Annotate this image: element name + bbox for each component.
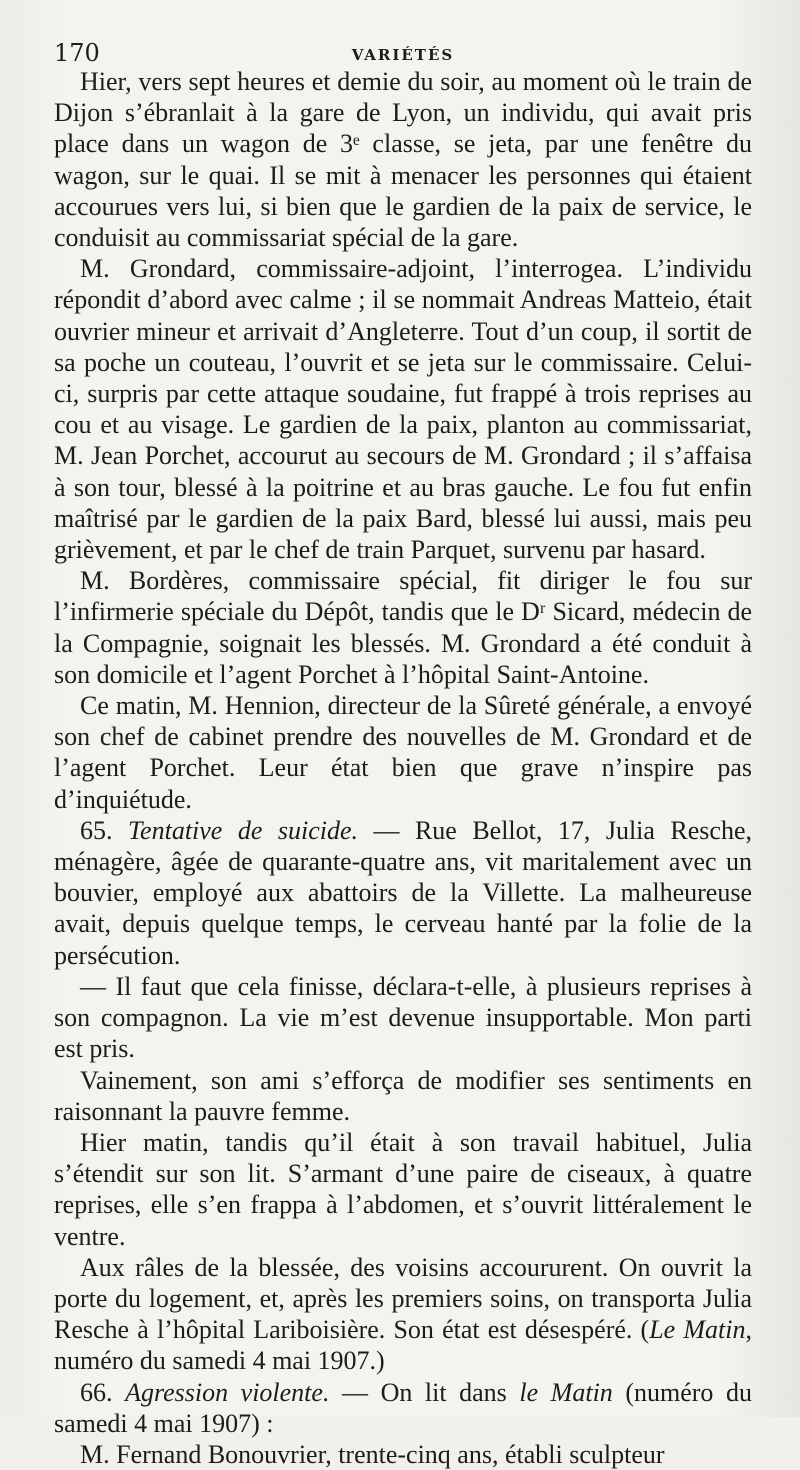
item-heading: Agression violente. (125, 1377, 330, 1407)
source-open: ( (632, 1315, 650, 1345)
item-65 (54, 815, 752, 971)
paragraph-text: M. Fernand Bonouvrier, trente-cinq ans, établi sculpteur (80, 1439, 665, 1469)
paragraph-4 (54, 690, 752, 815)
paragraph-text: — Rue Bellot, 17, Julia Resche, ménagère, âgée de quarante-quatre ans, vit maritalement avec un bouvier, employé aux abattoirs de la Villette. La malheureuse avait, depuis quelque temps, le cerveau hanté par la folie de la persécution. (54, 815, 752, 970)
paragraph-text: Hier matin, tandis qu’il était à son travail habituel, Julia s’étendit sur son lit. S’armant d’une paire de ciseaux, à quatre reprises, elle s’en frappa à l’abdomen, et s’ouvrit littéralement le ventre. (54, 1127, 752, 1251)
paragraph-7 (54, 1065, 752, 1127)
paragraph-text: Vainement, son ami s’efforça de modifier ses sentiments en raisonnant la pauvre femme. (54, 1065, 752, 1126)
paragraph-9 (54, 1252, 752, 1377)
item-number: 66. (80, 1377, 126, 1407)
source-title: Le Matin (649, 1315, 746, 1345)
inline-title: le Matin (519, 1377, 613, 1407)
body-text (54, 66, 752, 1470)
item-66 (54, 1377, 752, 1439)
paragraph-1 (54, 66, 752, 253)
running-title: VARIÉTÉS (351, 46, 455, 64)
paragraph-text: M. Grondard, commissaire-adjoint, l’interrogea. L’individu répondit d’abord avec calme ; il se nommait Andreas Matteio, était ouvrier mineur et arrivait d’Angleterre. Tout d’un coup, il sortit de sa poche un couteau, l’ouvrit et se jeta sur le commissaire. Celui-ci, surpris par cette attaque soudaine, fut frappé à trois reprises au cou et au visage. Le gardien de la paix, planton au commissariat, M. Jean Porchet, accourut au secours de M. Grondard ; il s’affaisa à son tour, blessé à la poitrine et au bras gauche. Le fou fut enfin maîtrisé par le gardien de la paix Bard, blessé lui aussi, mais peu grièvement, et par le chef de train Parquet, survenu par hasard. (54, 254, 752, 565)
page-number: 170 (54, 39, 100, 67)
paragraph-11 (54, 1439, 752, 1470)
source-rest: , numéro du samedi 4 mai 1907.) (54, 1315, 752, 1376)
paragraph-text: Aux râles de la blessée, des voisins accoururent. On ouvrit la porte du logement, et, après les premiers soins, on transporta Julia Resche à l’hôpital Lariboisière. Son état est désespéré. (54, 1252, 752, 1345)
paragraph-text: M. Bordères, commissaire spécial, fit diriger le fou sur l’infirmerie spéciale du Dépôt, tandis que le Dʳ Sicard, médecin de la Compagnie, soignait les blessés. M. Grondard a été conduit à son domicile et l’agent Porchet à l’hôpital Saint-Antoine. (54, 566, 752, 689)
paragraph-text-after: (numéro du samedi 4 mai 1907) : (54, 1377, 752, 1438)
paragraph-8 (54, 1127, 752, 1252)
paragraph-2 (54, 253, 752, 565)
paragraph-3 (54, 565, 752, 690)
paragraph-text: — Il faut que cela finisse, déclara-t-elle, à plusieurs reprises à son compagnon. La vie m’est devenue insupportable. Mon parti est pris. (54, 971, 752, 1064)
paragraph-text: Ce matin, M. Hennion, directeur de la Sûreté générale, a envoyé son chef de cabinet prendre des nouvelles de M. Grondard et de l’agent Porchet. Leur état bien que grave n’inspire pas d’inquiétude. (54, 691, 752, 814)
running-head (54, 0, 752, 66)
paragraph-6 (54, 971, 752, 1065)
item-heading: Tentative de suicide. (127, 815, 358, 845)
paragraph-text: — On lit dans (329, 1377, 520, 1407)
item-number: 65. (80, 815, 128, 845)
paragraph-text: Hier, vers sept heures et demie du soir, au moment où le train de Dijon s’ébranlait à la gare de Lyon, un individu, qui avait pris place dans un wagon de 3ᵉ classe, se jeta, par une fenêtre du wagon, sur le quai. Il se mit à menacer les personnes qui étaient accourues vers lui, si bien que le gardien de la paix de service, le conduisit au commissariat spécial de la gare. (54, 67, 752, 253)
